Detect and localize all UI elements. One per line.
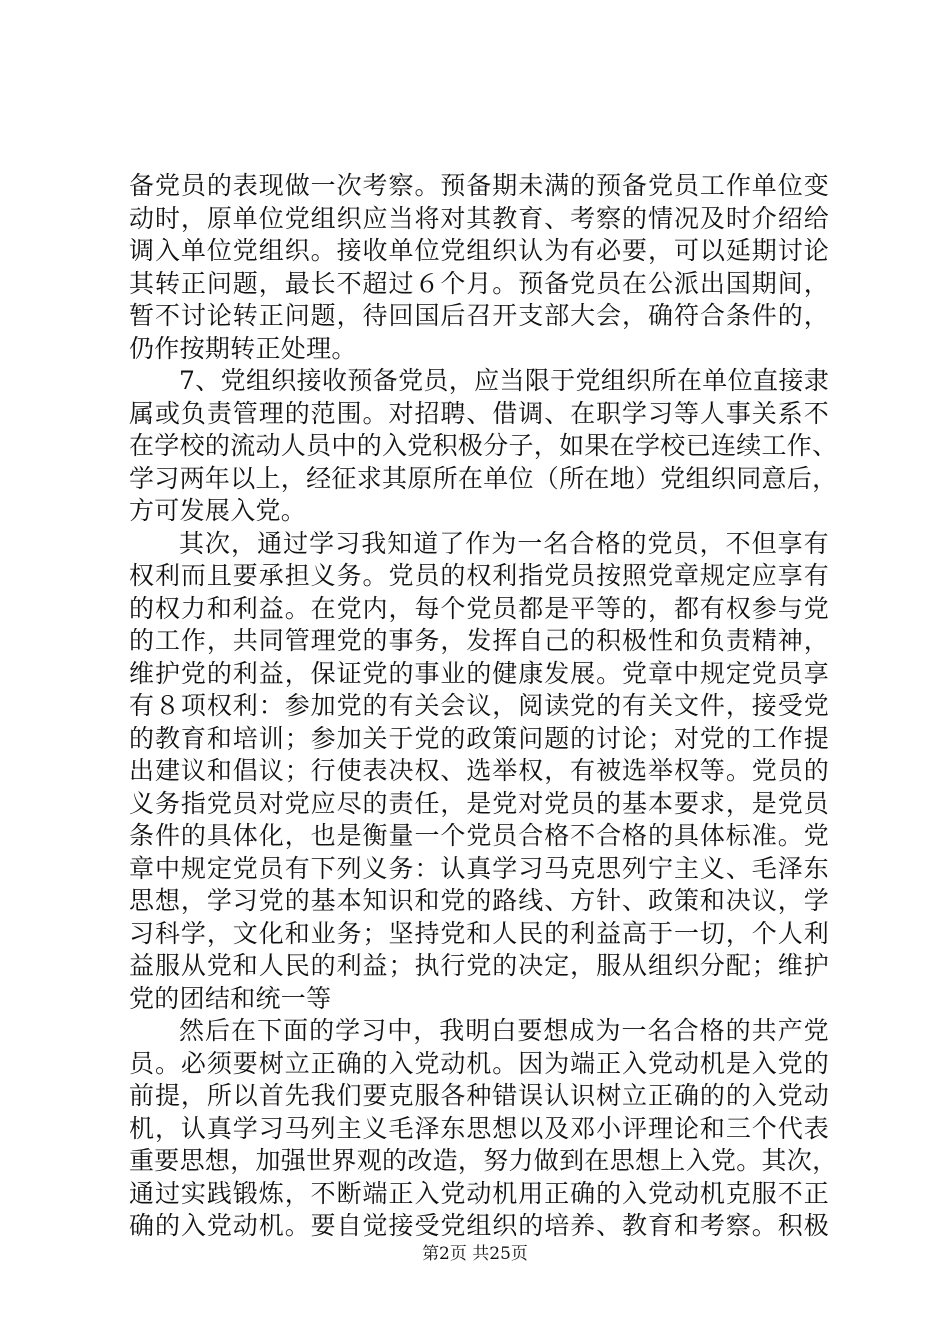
text-line: 重要思想，加强世界观的改造，努力做到在思想上入党。其次， [129, 1146, 838, 1175]
text-line: 维护党的利益，保证党的事业的健康发展。党章中规定党员享 [129, 658, 829, 688]
text-line: 员。必须要树立正确的入党动机。因为端正入党动机是入党的 [129, 1048, 829, 1078]
text-line: 前提，所以首先我们要克服各种错误认识树立正确的的入党动 [129, 1081, 829, 1110]
text-line: 的工作，共同管理党的事务，发挥自己的积极性和负责精神， [129, 626, 829, 655]
text-line: 属或负责管理的范围。对招聘、借调、在职学习等人事关系不 [129, 398, 829, 428]
text-line: 调入单位党组织。接收单位党组织认为有必要，可以延期讨论 [129, 236, 829, 265]
text-line: 有８项权利：参加党的有关会议，阅读党的有关文件，接受党 [129, 691, 829, 720]
text-line: 确的入党动机。要自觉接受党组织的培养、教育和考察。积极 [129, 1211, 829, 1240]
paragraph [129, 528, 829, 1016]
text-line: 权利而且要承担义务。党员的权利指党员按照党章规定应享有 [129, 561, 829, 590]
text-line: 益服从党和人民的利益；执行党的决定，服从组织分配；维护 [129, 951, 829, 980]
text-line: 方可发展入党。 [129, 496, 307, 525]
page-number-footer: 第2页 共25页 [422, 1244, 528, 1264]
text-line: 在学校的流动人员中的入党积极分子，如果在学校已连续工作、 [129, 431, 838, 460]
text-line: 条件的具体化，也是衡量一个党员合格不合格的具体标准。党 [129, 821, 829, 850]
text-line: 义务指党员对党应尽的责任，是党对党员的基本要求，是党员 [129, 788, 829, 818]
text-line: 7、党组织接收预备党员，应当限于党组织所在单位直接隶 [179, 366, 829, 395]
text-line: 党的团结和统一等 [129, 983, 332, 1013]
text-line: 其转正问题，最长不超过６个月。预备党员在公派出国期间， [129, 268, 829, 298]
paragraph [129, 1015, 838, 1243]
paragraph [129, 170, 829, 365]
text-line: 学习两年以上，经征求其原所在单位（所在地）党组织同意后， [129, 463, 838, 493]
text-line: 思想，学习党的基本知识和党的路线、方针、政策和决议，学 [129, 886, 829, 915]
text-line: 然后在下面的学习中，我明白要想成为一名合格的共产党 [179, 1016, 829, 1045]
paragraph [129, 365, 838, 528]
text-line: 习科学，文化和业务；坚持党和人民的利益高于一切，个人利 [129, 918, 829, 948]
text-line: 章中规定党员有下列义务：认真学习马克思列宁主义、毛泽东 [129, 853, 829, 883]
text-line: 仍作按期转正处理。 [129, 333, 357, 363]
text-line: 动时，原单位党组织应当将对其教育、考察的情况及时介绍给 [129, 203, 829, 233]
text-line: 暂不讨论转正问题，待回国后召开支部大会，确符合条件的， [129, 301, 829, 330]
text-line: 通过实践锻炼，不断端正入党动机用正确的入党动机克服不正 [129, 1178, 829, 1208]
text-line: 的教育和培训；参加关于党的政策问题的讨论；对党的工作提 [129, 723, 829, 753]
text-line: 备党员的表现做一次考察。预备期未满的预备党员工作单位变 [129, 171, 829, 200]
text-line: 出建议和倡议；行使表决权、选举权，有被选举权等。党员的 [129, 756, 829, 785]
document-body [129, 170, 838, 1243]
text-line: 机，认真学习马列主义毛泽东思想以及邓小评理论和三个代表 [129, 1113, 829, 1143]
text-line: 的权力和利益。在党内，每个党员都是平等的，都有权参与党 [129, 593, 829, 623]
text-line: 其次，通过学习我知道了作为一名合格的党员，不但享有 [179, 528, 829, 558]
